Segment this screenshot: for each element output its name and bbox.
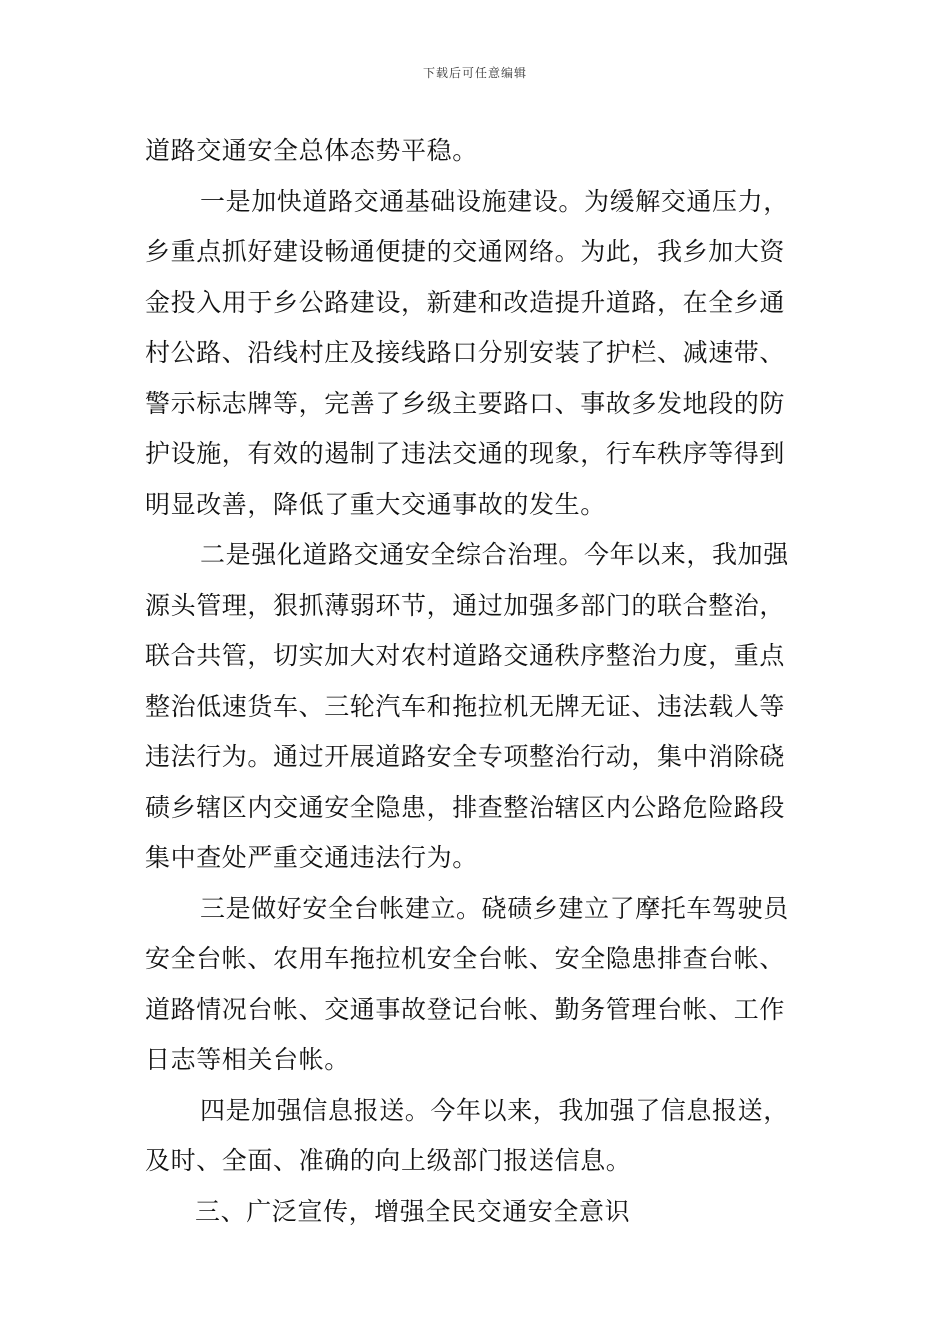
paragraph-first-line: 二是强化道路交通安全综合治理。今年以来，我加强 xyxy=(200,540,789,569)
text-line: 整治低速货车、三轮汽车和拖拉机无牌无证、违法载人等 xyxy=(145,691,786,721)
paragraph-first-line: 四是加强信息报送。今年以来，我加强了信息报送， xyxy=(200,1095,789,1125)
text-line: 安全台帐、农用车拖拉机安全台帐、安全隐患排查台帐、 xyxy=(145,944,786,973)
text-line: 源头管理，狠抓薄弱环节，通过加强多部门的联合整治， xyxy=(145,590,786,620)
text-line: 乡重点抓好建设畅通便捷的交通网络。为此，我乡加大资 xyxy=(145,237,786,266)
text-line: 村公路、沿线村庄及接线路口分别安装了护栏、减速带、 xyxy=(145,338,786,367)
paragraph-first-line: 一是加快道路交通基础设施建设。为缓解交通压力， xyxy=(200,186,789,216)
text-line: 碛乡辖区内交通安全隐患，排查整治辖区内公路危险路段 xyxy=(145,792,786,822)
header-note: 下载后可任意编辑 xyxy=(422,66,527,80)
text-line: 道路交通安全总体态势平稳。 xyxy=(145,136,478,165)
text-line: 警示标志牌等，完善了乡级主要路口、事故多发地段的防 xyxy=(145,388,786,418)
text-line: 日志等相关台帐。 xyxy=(145,1045,350,1074)
paragraph-first-line: 三是做好安全台帐建立。硗碛乡建立了摩托车驾驶员 xyxy=(200,893,789,923)
text-line: 集中查处严重交通违法行为。 xyxy=(145,843,478,872)
text-line: 及时、全面、准确的向上级部门报送信息。 xyxy=(145,1146,632,1175)
text-line: 联合共管，切实加大对农村道路交通秩序整治力度，重点 xyxy=(145,641,786,670)
body-text xyxy=(145,126,805,1237)
text-line: 明显改善，降低了重大交通事故的发生。 xyxy=(145,489,606,519)
section-heading: 三、广泛宣传，增强全民交通安全意识 xyxy=(195,1196,631,1226)
text-line: 违法行为。通过开展道路安全专项整治行动，集中消除硗 xyxy=(145,742,786,771)
text-line: 护设施，有效的遏制了违法交通的现象，行车秩序等得到 xyxy=(145,439,786,468)
text-line: 金投入用于乡公路建设，新建和改造提升道路，在全乡通 xyxy=(145,287,786,317)
text-line: 道路情况台帐、交通事故登记台帐、勤务管理台帐、工作 xyxy=(145,994,786,1024)
